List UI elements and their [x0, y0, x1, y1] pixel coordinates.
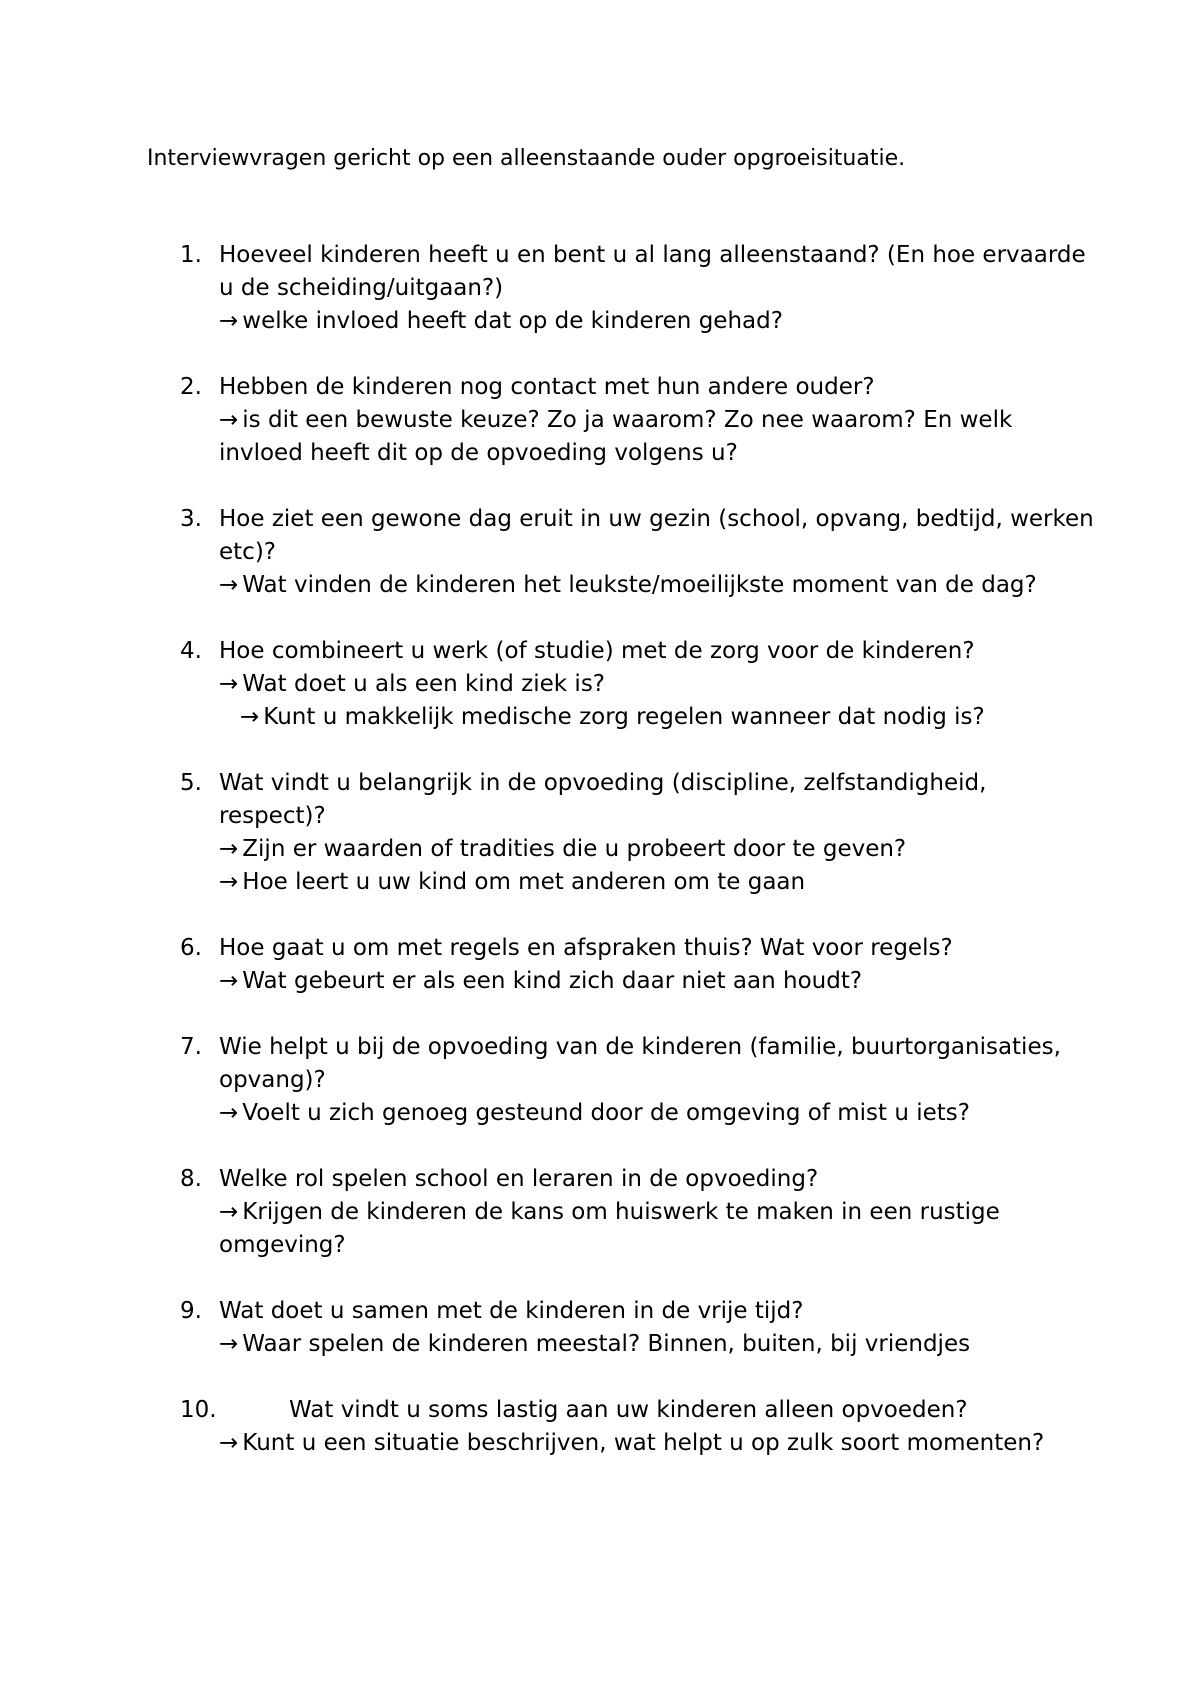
question-text: Welke rol spelen school en leraren in de opvoeding?	[219, 1166, 819, 1192]
question-number: 7.	[180, 1034, 202, 1060]
question-body	[219, 635, 1099, 734]
followup-line	[219, 1097, 1099, 1130]
question-text: Hoe gaat u om met regels en afspraken thuis? Wat voor regels?	[219, 935, 953, 961]
subfollowup-text: Kunt u makkelijk medische zorg regelen wanneer dat nodig is?	[263, 704, 985, 730]
question-body	[219, 932, 1099, 998]
question-body	[219, 503, 1099, 602]
question-number: 6.	[180, 935, 202, 961]
question-text: Hoe ziet een gewone dag eruit in uw gezin (school, opvang, bedtijd, werken etc)?	[219, 506, 1094, 565]
question-text: Hebben de kinderen nog contact met hun andere ouder?	[219, 374, 875, 400]
arrow-right-icon: →	[219, 1331, 239, 1357]
question-number: 10.	[180, 1397, 217, 1423]
question-text: Wie helpt u bij de opvoeding van de kinderen (familie, buurtorganisaties, opvang)?	[219, 1034, 1061, 1093]
followup-line	[219, 965, 1099, 998]
followup-line	[219, 668, 1099, 701]
arrow-right-icon: →	[219, 1199, 239, 1225]
document-title: Interviewvragen gericht op een alleenstaande ouder opgroeisituatie.	[147, 146, 906, 171]
followup-line	[219, 1196, 1099, 1262]
question-body	[219, 1031, 1099, 1130]
question-number: 9.	[180, 1298, 202, 1324]
question-item	[0, 239, 1200, 338]
question-text: Hoeveel kinderen heeft u en bent u al lang alleenstaand? (En hoe ervaarde u de scheiding/uitgaan?)	[219, 242, 1086, 301]
question-text: Wat vindt u soms lastig aan uw kinderen alleen opvoeden?	[289, 1397, 968, 1423]
question-list	[0, 239, 1200, 1493]
arrow-right-icon: →	[219, 308, 239, 334]
question-item	[0, 1163, 1200, 1262]
question-text: Wat doet u samen met de kinderen in de vrije tijd?	[219, 1298, 804, 1324]
followup-text: Voelt u zich genoeg gesteund door de omgeving of mist u iets?	[242, 1100, 970, 1126]
followup-text: is dit een bewuste keuze? Zo ja waarom? Zo nee waarom? En welk invloed heeft dit op de opvoeding volgens u?	[219, 407, 1013, 466]
arrow-right-icon: →	[219, 1100, 239, 1126]
question-body	[219, 1394, 1099, 1460]
arrow-right-icon: →	[219, 1430, 239, 1456]
question-number: 1.	[180, 242, 202, 268]
question-number: 4.	[180, 638, 202, 664]
question-number: 2.	[180, 374, 202, 400]
arrow-right-icon: →	[219, 572, 239, 598]
question-number: 8.	[180, 1166, 202, 1192]
followup-line	[219, 866, 1099, 899]
arrow-right-icon: →	[219, 407, 239, 433]
followup-text: welke invloed heeft dat op de kinderen gehad?	[242, 308, 783, 334]
arrow-right-icon: →	[219, 671, 239, 697]
question-body	[219, 767, 1099, 899]
followup-text: Zijn er waarden of tradities die u probeert door te geven?	[242, 836, 907, 862]
question-body	[219, 1295, 1099, 1361]
question-item	[0, 371, 1200, 470]
question-body	[219, 239, 1099, 338]
question-item	[0, 635, 1200, 734]
followup-text: Wat doet u als een kind ziek is?	[242, 671, 606, 697]
question-number: 5.	[180, 770, 202, 796]
arrow-right-icon: →	[240, 704, 260, 730]
followup-text: Wat gebeurt er als een kind zich daar niet aan houdt?	[242, 968, 863, 994]
question-item	[0, 1031, 1200, 1130]
followup-text: Kunt u een situatie beschrijven, wat helpt u op zulk soort momenten?	[242, 1430, 1045, 1456]
question-body	[219, 371, 1099, 470]
question-item	[0, 1394, 1200, 1460]
question-item	[0, 1295, 1200, 1361]
question-item	[0, 767, 1200, 899]
followup-line	[219, 1328, 1099, 1361]
followup-line	[219, 305, 1099, 338]
arrow-right-icon: →	[219, 869, 239, 895]
followup-text: Waar spelen de kinderen meestal? Binnen, buiten, bij vriendjes	[242, 1331, 971, 1357]
subfollowup-line	[240, 701, 1099, 734]
question-body	[219, 1163, 1099, 1262]
question-text: Wat vindt u belangrijk in de opvoeding (discipline, zelfstandigheid, respect)?	[219, 770, 987, 829]
question-item	[0, 932, 1200, 998]
question-item	[0, 503, 1200, 602]
question-number: 3.	[180, 506, 202, 532]
followup-line	[219, 833, 1099, 866]
followup-line	[219, 1427, 1099, 1460]
followup-line	[219, 404, 1099, 470]
arrow-right-icon: →	[219, 968, 239, 994]
followup-text: Krijgen de kinderen de kans om huiswerk te maken in een rustige omgeving?	[219, 1199, 1000, 1258]
question-text: Hoe combineert u werk (of studie) met de zorg voor de kinderen?	[219, 638, 975, 664]
followup-text: Wat vinden de kinderen het leukste/moeilijkste moment van de dag?	[242, 572, 1037, 598]
arrow-right-icon: →	[219, 836, 239, 862]
followup-line	[219, 569, 1099, 602]
followup-text: Hoe leert u uw kind om met anderen om te gaan	[242, 869, 806, 895]
